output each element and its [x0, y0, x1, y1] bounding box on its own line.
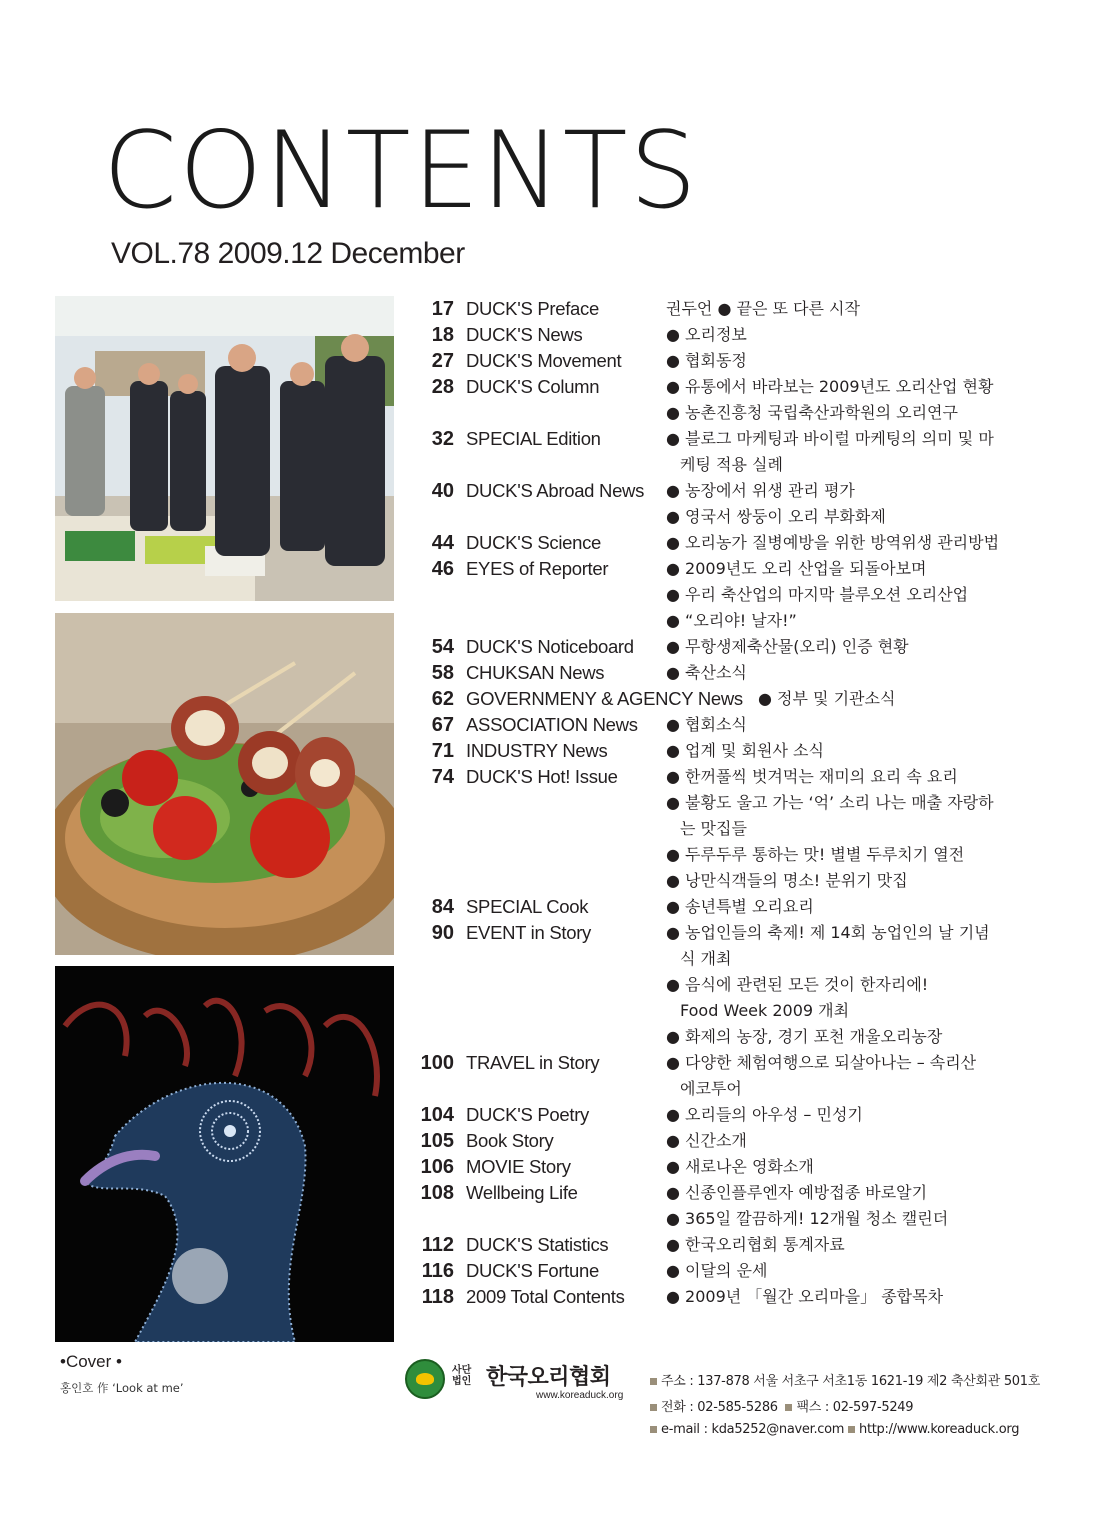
photo-officials-visit [55, 296, 394, 601]
toc-entry-continued [406, 842, 1066, 868]
toc-entry [406, 712, 1066, 738]
toc-section-name: DUCK'S Hot! Issue [466, 766, 618, 787]
toc-article-title: ● 이달의 운세 [666, 1261, 768, 1280]
toc-section-name: DUCK'S Column [466, 376, 600, 397]
toc-entry [406, 296, 1066, 322]
toc-article-title: ● 낭만식객들의 명소! 분위기 맛집 [666, 871, 908, 890]
web-link[interactable]: http://www.koreaduck.org [859, 1422, 1020, 1437]
photo-cover-duck-art [55, 966, 394, 1342]
toc-page-number: 54 [431, 636, 454, 658]
toc-entry [406, 894, 1066, 920]
toc-entry-continued [406, 608, 1066, 634]
cover-label: •Cover • [60, 1352, 122, 1371]
toc-entry [406, 1128, 1066, 1154]
toc-section-name: Wellbeing Life [466, 1182, 578, 1203]
toc-page-number: 67 [431, 714, 454, 736]
toc-article-title: ● 화제의 농장, 경기 포천 개울오리농장 [666, 1027, 943, 1046]
contact-address: 주소 : 137-878 서울 서초구 서초1동 1621-19 제2 축산회관 501호 [650, 1370, 1040, 1389]
page-title: CONTENTS [103, 109, 699, 232]
toc-page-number: 105 [420, 1130, 454, 1152]
toc-entry [406, 920, 1066, 946]
toc-entry [406, 348, 1066, 374]
toc-section-name: ASSOCIATION News [466, 714, 638, 735]
org-name: 한국오리협회 [486, 1365, 611, 1390]
toc-article-title: ● 정부 및 기관소식 [758, 689, 896, 708]
toc-article-title: ● 농업인들의 축제! 제 14회 농업인의 날 기념 [666, 923, 990, 942]
toc-page-number: 106 [420, 1156, 454, 1178]
toc-entry-continued [406, 582, 1066, 608]
toc-article-title: ● 축산소식 [666, 663, 747, 682]
toc-section-name: DUCK'S Science [466, 532, 602, 553]
toc-entry [406, 1284, 1066, 1310]
toc-article-title: ● 다양한 체험여행으로 되살아나는 – 속리산 [666, 1053, 977, 1072]
contact-phone-fax: 전화 : 02-585-5286 팩스 : 02-597-5249 [650, 1396, 913, 1415]
toc-page-number: 40 [431, 480, 454, 502]
toc-entry-continued [406, 452, 1066, 478]
toc-section-name: DUCK'S Preface [466, 298, 599, 319]
toc-entry [406, 322, 1066, 348]
toc-entry-continued [406, 816, 1066, 842]
toc-article-title: ● 업계 및 회원사 소식 [666, 741, 824, 760]
toc-article-title: ● 농촌진흥청 국립축산과학원의 오리연구 [666, 403, 958, 422]
toc-page-number: 28 [431, 376, 454, 398]
toc-article-title: ● 두루두루 통하는 맛! 별별 두루치기 열전 [666, 845, 965, 864]
toc-article-title: ● “오리야! 날자!” [666, 611, 797, 630]
volume-info: VOL.78 2009.12 December [111, 237, 465, 270]
toc-article-title: ● 한국오리협회 통계자료 [666, 1235, 845, 1254]
toc-section-name: EVENT in Story [466, 922, 592, 943]
toc-entry-continued [406, 946, 1066, 972]
toc-entry [406, 530, 1066, 556]
contact-email-web [650, 1422, 1019, 1437]
photo-duck-skewer-salad [55, 613, 394, 955]
toc-section-name: DUCK'S Fortune [466, 1260, 599, 1281]
toc-section-name: DUCK'S Noticeboard [466, 636, 634, 657]
toc-page-number: 18 [431, 324, 454, 346]
toc-entry [406, 556, 1066, 582]
toc-article-title: 는 맛집들 [680, 819, 747, 838]
toc-page-number: 116 [421, 1260, 454, 1282]
toc-page-number: 32 [431, 428, 454, 450]
toc-article-title: Food Week 2009 개최 [680, 1001, 850, 1020]
toc-article-title: ● 무항생제축산물(오리) 인증 현황 [666, 637, 909, 656]
toc-article-title: ● 오리농가 질병예방을 위한 방역위생 관리방법 [666, 533, 1000, 552]
toc-entry-continued [406, 1076, 1066, 1102]
toc-page-number: 118 [421, 1286, 454, 1308]
toc-section-name: CHUKSAN News [466, 662, 605, 683]
toc-article-title: ● 오리정보 [666, 325, 747, 344]
toc-article-title: ● 협회소식 [666, 715, 747, 734]
toc-page-number: 17 [431, 298, 454, 320]
toc-page-number: 27 [431, 350, 454, 372]
toc-entry [406, 764, 1066, 790]
toc-page-number: 90 [431, 922, 454, 944]
toc-section-name: SPECIAL Cook [466, 896, 589, 917]
toc-article-title: ● 유통에서 바라보는 2009년도 오리산업 현황 [666, 377, 994, 396]
toc-article-title: ● 우리 축산업의 마지막 블루오션 오리산업 [666, 585, 969, 604]
toc-entry [406, 1232, 1066, 1258]
toc-entry [406, 374, 1066, 400]
toc-entry [406, 1258, 1066, 1284]
toc-section-name: TRAVEL in Story [466, 1052, 600, 1073]
toc-article-title: ● 한꺼풀씩 벗겨먹는 재미의 요리 속 요리 [666, 767, 958, 786]
toc-entry [406, 738, 1066, 764]
toc-entry-continued [406, 504, 1066, 530]
toc-page-number: 104 [420, 1104, 454, 1126]
toc-page-number: 84 [431, 896, 454, 918]
association-logo [405, 1359, 445, 1399]
toc-section-name: EYES of Reporter [466, 558, 609, 579]
toc-article-title: 케팅 적용 실례 [680, 455, 783, 474]
toc-section-name: DUCK'S Movement [466, 350, 622, 371]
toc-article-title: ● 송년특별 오리요리 [666, 897, 814, 916]
toc-article-title: ● 새로나온 영화소개 [666, 1157, 814, 1176]
email-link[interactable]: e-mail : kda5252@naver.com [661, 1422, 845, 1437]
toc-entry [406, 478, 1066, 504]
toc-section-name: INDUSTRY News [466, 740, 608, 761]
toc-section-name: Book Story [466, 1130, 554, 1151]
org-url[interactable]: www.koreaduck.org [536, 1390, 624, 1401]
toc-section-name: DUCK'S Statistics [466, 1234, 609, 1255]
toc-entry [406, 1102, 1066, 1128]
toc-section-name: DUCK'S News [466, 324, 583, 345]
toc-entry-continued [406, 1206, 1066, 1232]
toc-article-title: ● 음식에 관련된 모든 것이 한자리에! [666, 975, 929, 994]
toc-entry-continued [406, 868, 1066, 894]
toc-entry-continued [406, 1024, 1066, 1050]
toc-entry-continued [406, 998, 1066, 1024]
toc-page-number: 74 [431, 766, 454, 788]
toc-article-title: ● 365일 깔끔하게! 12개월 청소 캘린더 [666, 1209, 949, 1228]
toc-section-name: DUCK'S Abroad News [466, 480, 645, 501]
toc-page-number: 100 [420, 1052, 454, 1074]
toc-article-title: 식 개최 [680, 949, 732, 968]
toc-article-title: ● 오리들의 아우성 – 민성기 [666, 1105, 863, 1124]
toc-article-title: ● 협회동정 [666, 351, 747, 370]
toc-entry [406, 1154, 1066, 1180]
toc-page-number: 108 [420, 1182, 454, 1204]
toc-entry [406, 426, 1066, 452]
toc-entry-continued [406, 400, 1066, 426]
toc-entry [406, 1050, 1066, 1076]
cover-credit: 홍인호 作 ‘Look at me’ [60, 1381, 184, 1395]
toc-article-title: ● 농장에서 위생 관리 평가 [666, 481, 855, 500]
toc-page-number: 62 [431, 688, 454, 710]
toc-article-title: ● 블로그 마케팅과 바이럴 마케팅의 의미 및 마 [666, 429, 994, 448]
toc-entry-continued [406, 790, 1066, 816]
toc-article-title: ● 불황도 울고 가는 ‘억’ 소리 나는 매출 자랑하 [666, 793, 994, 812]
toc-entry-continued [406, 972, 1066, 998]
toc-entry [406, 634, 1066, 660]
toc-section-name: 2009 Total Contents [466, 1286, 625, 1307]
org-prefix: 사단 법인 [452, 1365, 472, 1387]
toc-article-title: ● 2009년 「월간 오리마을」 종합목차 [666, 1287, 944, 1306]
toc-article-title: 권두언 ● 끝은 또 다른 시작 [666, 299, 860, 318]
toc-article-title: 에코투어 [680, 1079, 742, 1098]
toc-page-number: 46 [431, 558, 454, 580]
toc-page-number: 71 [431, 740, 454, 762]
toc-article-title: ● 신간소개 [666, 1131, 747, 1150]
toc-article-title: ● 신종인플루엔자 예방접종 바로알기 [666, 1183, 928, 1202]
toc-section-name: GOVERNMENY & AGENCY News [466, 688, 743, 709]
toc-article-title: ● 영국서 쌍둥이 오리 부화화제 [666, 507, 886, 526]
table-of-contents [406, 296, 1066, 1310]
toc-entry [406, 686, 1066, 712]
toc-entry [406, 660, 1066, 686]
toc-section-name: MOVIE Story [466, 1156, 571, 1177]
toc-section-name: DUCK'S Poetry [466, 1104, 589, 1125]
toc-page-number: 44 [431, 532, 454, 554]
toc-section-name: SPECIAL Edition [466, 428, 601, 449]
toc-page-number: 112 [421, 1234, 454, 1256]
toc-article-title: ● 2009년도 오리 산업을 되돌아보며 [666, 559, 927, 578]
toc-page-number: 58 [431, 662, 454, 684]
toc-entry [406, 1180, 1066, 1206]
